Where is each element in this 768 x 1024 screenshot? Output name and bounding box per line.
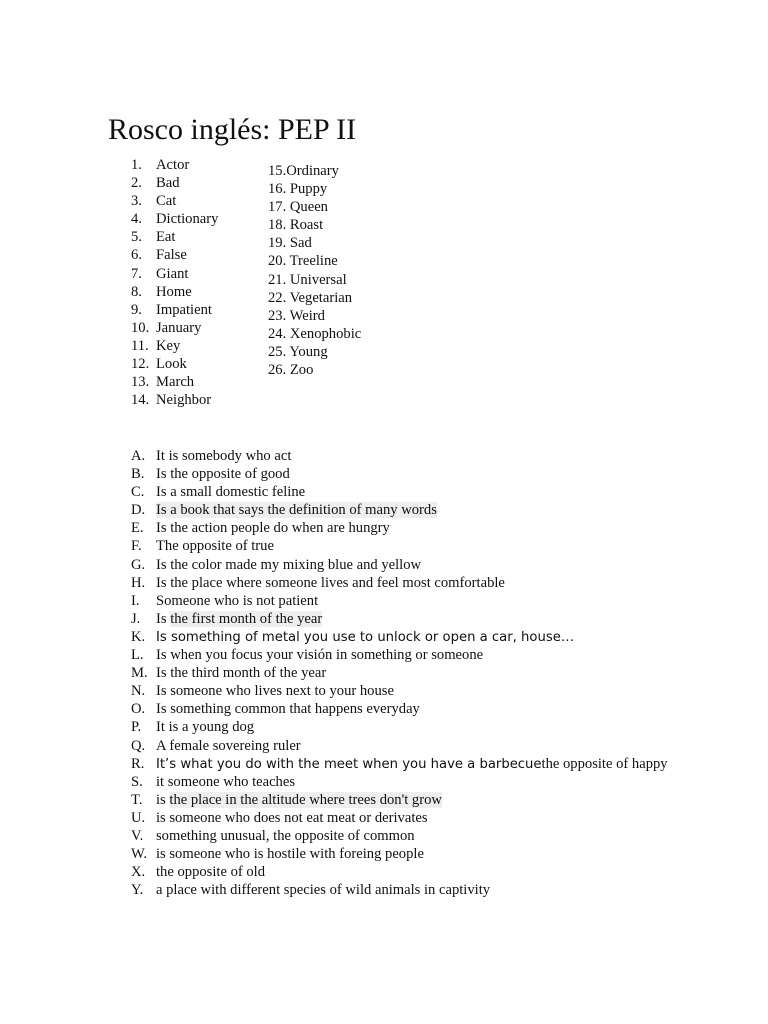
definition-item bbox=[131, 755, 668, 773]
word-text: Eat bbox=[156, 229, 176, 246]
definition-text: the opposite of old bbox=[156, 864, 266, 881]
definition-item bbox=[131, 556, 668, 574]
definition-highlight: Is a book that says the definition of many words bbox=[156, 502, 437, 519]
definition-letter: N. bbox=[131, 683, 146, 700]
word-item: 15.Ordinary bbox=[268, 163, 339, 179]
definition-letter: Q. bbox=[131, 737, 146, 754]
word-item bbox=[131, 283, 218, 301]
word-item: 17. Queen bbox=[268, 199, 328, 216]
definition-letter: B. bbox=[131, 466, 145, 483]
word-number: 7. bbox=[131, 265, 142, 282]
word-item bbox=[131, 355, 218, 373]
word-text: Impatient bbox=[156, 301, 212, 318]
definition-text: Is the place where someone lives and feel most comfortable bbox=[156, 574, 505, 591]
definition-text: The opposite of true bbox=[156, 538, 274, 555]
word-item: 19. Sad bbox=[268, 235, 312, 252]
definition-item bbox=[131, 881, 668, 899]
word-item: 20. Treeline bbox=[268, 253, 338, 270]
definition-letter: J. bbox=[131, 610, 141, 627]
word-text: Key bbox=[156, 337, 181, 354]
definition-letter: F. bbox=[131, 538, 142, 555]
definition-item bbox=[131, 791, 668, 809]
definition-text: the opposite of happy bbox=[541, 755, 668, 772]
word-text: Look bbox=[156, 356, 187, 373]
definition-text: Is something common that happens everyday bbox=[156, 701, 420, 718]
definition-letter: W. bbox=[131, 846, 148, 863]
definition-letter: M. bbox=[131, 665, 148, 682]
word-number: 2. bbox=[131, 175, 142, 192]
word-number: 13. bbox=[131, 374, 150, 391]
word-number: 4. bbox=[131, 211, 142, 228]
word-item: 16. Puppy bbox=[268, 181, 328, 198]
definition-item bbox=[131, 447, 668, 465]
word-list-left bbox=[131, 156, 218, 409]
word-item: 21. Universal bbox=[268, 271, 347, 288]
definition-letter: S. bbox=[131, 773, 143, 790]
definition-letter: E. bbox=[131, 520, 144, 537]
definition-item bbox=[131, 610, 668, 628]
definition-item bbox=[131, 646, 668, 664]
word-text: Home bbox=[156, 283, 192, 300]
definition-text: it someone who teaches bbox=[156, 773, 296, 790]
word-text: Dictionary bbox=[156, 211, 219, 228]
word-text: March bbox=[156, 374, 195, 391]
word-number: 10. bbox=[131, 319, 150, 336]
word-text: January bbox=[156, 319, 202, 336]
word-number: 1. bbox=[131, 157, 142, 173]
definition-item bbox=[131, 809, 668, 827]
definition-item bbox=[131, 845, 668, 863]
word-item: 22. Vegetarian bbox=[268, 289, 353, 306]
definition-text: is bbox=[156, 791, 170, 808]
definition-letter: R. bbox=[131, 755, 145, 772]
definition-letter: D. bbox=[131, 502, 146, 519]
definition-item bbox=[131, 773, 668, 791]
word-text: Giant bbox=[156, 265, 189, 282]
word-number: 3. bbox=[131, 193, 142, 210]
definition-text: Is the color made my mixing blue and yellow bbox=[156, 556, 422, 573]
definition-letter: K. bbox=[131, 628, 146, 645]
definition-text: It’s what you do with the meet when you have a barbecue bbox=[156, 756, 542, 772]
definition-letter: U. bbox=[131, 809, 146, 826]
definition-text: Is bbox=[156, 610, 171, 627]
word-item bbox=[131, 373, 218, 391]
word-item: 24. Xenophobic bbox=[268, 325, 362, 342]
definition-text: Is the action people do when are hungry bbox=[156, 520, 390, 537]
word-number: 12. bbox=[131, 356, 150, 373]
definition-text: Is the third month of the year bbox=[156, 665, 327, 682]
word-item bbox=[131, 337, 218, 355]
word-text: False bbox=[156, 247, 187, 264]
page-title: Rosco inglés: PEP II bbox=[108, 113, 357, 146]
word-item bbox=[131, 265, 218, 283]
definition-text: is someone who does not eat meat or derivates bbox=[156, 809, 428, 826]
definition-text: Someone who is not patient bbox=[156, 592, 319, 609]
definition-text: It is somebody who act bbox=[156, 448, 292, 464]
definition-item bbox=[131, 682, 668, 700]
definition-text: Is when you focus your visión in something or someone bbox=[156, 647, 484, 664]
definition-text: Is someone who lives next to your house bbox=[156, 683, 394, 700]
word-item bbox=[131, 319, 218, 337]
definition-letter: G. bbox=[131, 556, 146, 573]
definition-text: Is the opposite of good bbox=[156, 466, 290, 483]
word-item bbox=[131, 192, 218, 210]
word-item bbox=[131, 228, 218, 246]
definition-highlight: the first month of the year bbox=[170, 610, 323, 627]
word-item: 18. Roast bbox=[268, 217, 324, 234]
word-number: 11. bbox=[131, 337, 149, 354]
word-text: Actor bbox=[156, 157, 190, 173]
definition-list bbox=[131, 447, 668, 899]
definition-letter: C. bbox=[131, 484, 145, 501]
definition-letter: V. bbox=[131, 827, 144, 844]
word-item: 26. Zoo bbox=[268, 362, 314, 379]
word-item bbox=[131, 391, 218, 409]
word-number: 6. bbox=[131, 247, 142, 264]
definition-letter: P. bbox=[131, 719, 142, 736]
definition-item bbox=[131, 718, 668, 736]
definition-item bbox=[131, 664, 668, 682]
word-number: 9. bbox=[131, 301, 142, 318]
word-number: 14. bbox=[131, 392, 150, 409]
definition-letter: T. bbox=[131, 791, 143, 808]
definition-letter: I. bbox=[131, 592, 140, 609]
definition-text: something unusual, the opposite of common bbox=[156, 827, 415, 844]
definition-item bbox=[131, 537, 668, 555]
word-item: 25. Young bbox=[268, 343, 328, 360]
definition-text: Is something of metal you use to unlock or open a car, house… bbox=[156, 629, 575, 645]
definition-item bbox=[131, 574, 668, 592]
word-number: 8. bbox=[131, 283, 142, 300]
word-text: Cat bbox=[156, 193, 177, 210]
definition-item bbox=[131, 483, 668, 501]
word-item bbox=[131, 301, 218, 319]
definition-letter: O. bbox=[131, 701, 146, 718]
word-number: 5. bbox=[131, 229, 142, 246]
word-text: Neighbor bbox=[156, 392, 212, 409]
definition-letter: A. bbox=[131, 448, 146, 464]
definition-item bbox=[131, 501, 668, 519]
definition-text: a place with different species of wild animals in captivity bbox=[156, 882, 491, 899]
definition-text: A female sovereing ruler bbox=[156, 737, 301, 754]
word-item bbox=[131, 246, 218, 264]
word-list-right bbox=[268, 162, 361, 379]
definition-item bbox=[131, 737, 668, 755]
definition-letter: X. bbox=[131, 864, 146, 881]
definition-item bbox=[131, 863, 668, 881]
definition-item bbox=[131, 465, 668, 483]
definition-letter: L. bbox=[131, 647, 144, 664]
definition-text: is someone who is hostile with foreing people bbox=[156, 846, 424, 863]
definition-item bbox=[131, 592, 668, 610]
definition-text: It is a young dog bbox=[156, 719, 255, 736]
definition-letter: Y. bbox=[131, 882, 144, 899]
definition-item bbox=[131, 519, 668, 537]
word-item: 23. Weird bbox=[268, 307, 325, 324]
word-item bbox=[131, 174, 218, 192]
definition-item bbox=[131, 700, 668, 718]
definition-letter: H. bbox=[131, 574, 146, 591]
definition-item bbox=[131, 628, 668, 646]
word-item bbox=[131, 210, 218, 228]
definition-text: Is a small domestic feline bbox=[156, 484, 306, 501]
definition-highlight: the place in the altitude where trees don't grow bbox=[169, 791, 442, 808]
word-item bbox=[131, 156, 218, 174]
definition-item bbox=[131, 827, 668, 845]
word-text: Bad bbox=[156, 175, 180, 192]
